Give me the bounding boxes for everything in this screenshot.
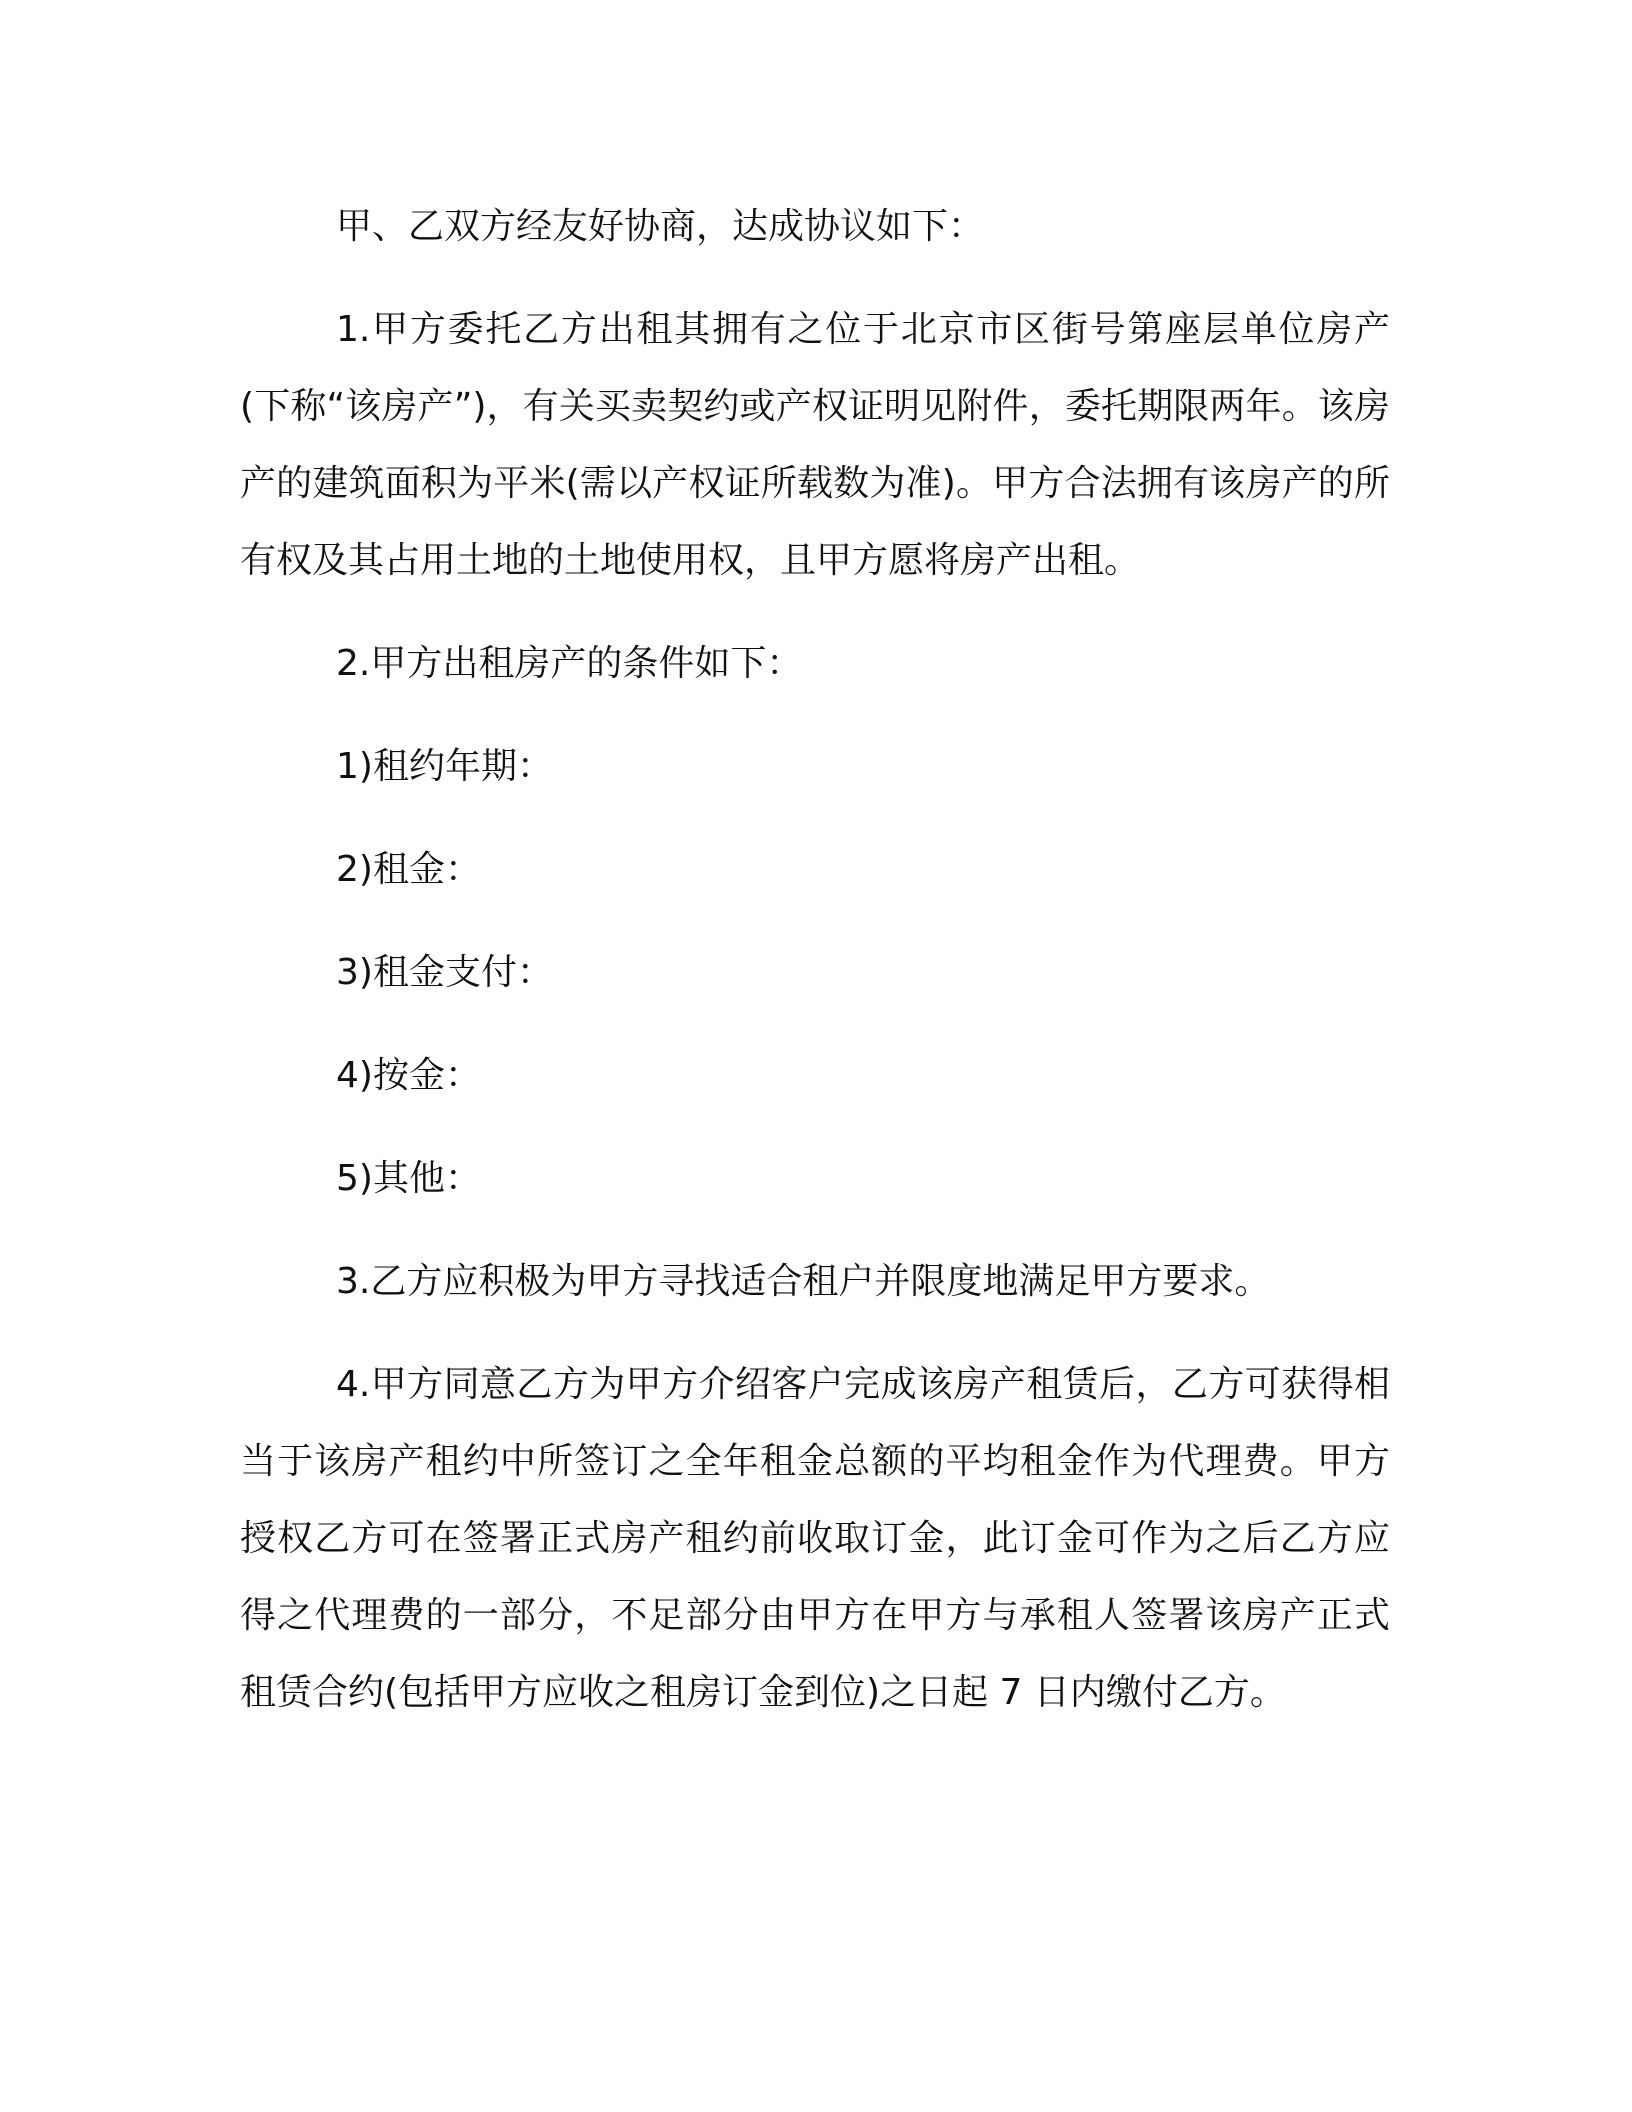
paragraph-clause-2: 2.甲方出租房产的条件如下：	[336, 643, 803, 684]
paragraph-term: 1)租约年期：	[336, 746, 553, 787]
document-body	[240, 188, 1390, 1757]
paragraph-clause-1: 1.甲方委托乙方出租其拥有之位于北京市区街号第座层单位房产(下称“该房产”)，有关买卖契约或产权证明见附件，委托期限两年。该房产的建筑面积为平米(需以产权证所载数为准)。甲方合法拥有该房产的所有权及其占用土地的土地使用权，且甲方愿将房产出租。	[240, 309, 1390, 581]
paragraph-clause-4: 4.甲方同意乙方为甲方介绍客户完成该房产租赁后，乙方可获得相当于该房产租约中所签订之全年租金总额的平均租金作为代理费。甲方授权乙方可在签署正式房产租约前收取订金，此订金可作为之后乙方应得之代理费的一部分，不足部分由甲方在甲方与承租人签署该房产正式租赁合约(包括甲方应收之租房订金到位)之日起 7 日内缴付乙方。	[240, 1364, 1390, 1713]
paragraph-other: 5)其他：	[336, 1158, 481, 1199]
paragraph-intro: 甲、乙双方经友好协商，达成协议如下：	[336, 206, 985, 247]
paragraph-rent: 2)租金：	[336, 849, 481, 890]
paragraph-deposit: 4)按金：	[336, 1055, 481, 1096]
paragraph-clause-3: 3.乙方应积极为甲方寻找适合租户并限度地满足甲方要求。	[336, 1261, 1271, 1302]
paragraph-rent-payment: 3)租金支付：	[336, 952, 553, 993]
